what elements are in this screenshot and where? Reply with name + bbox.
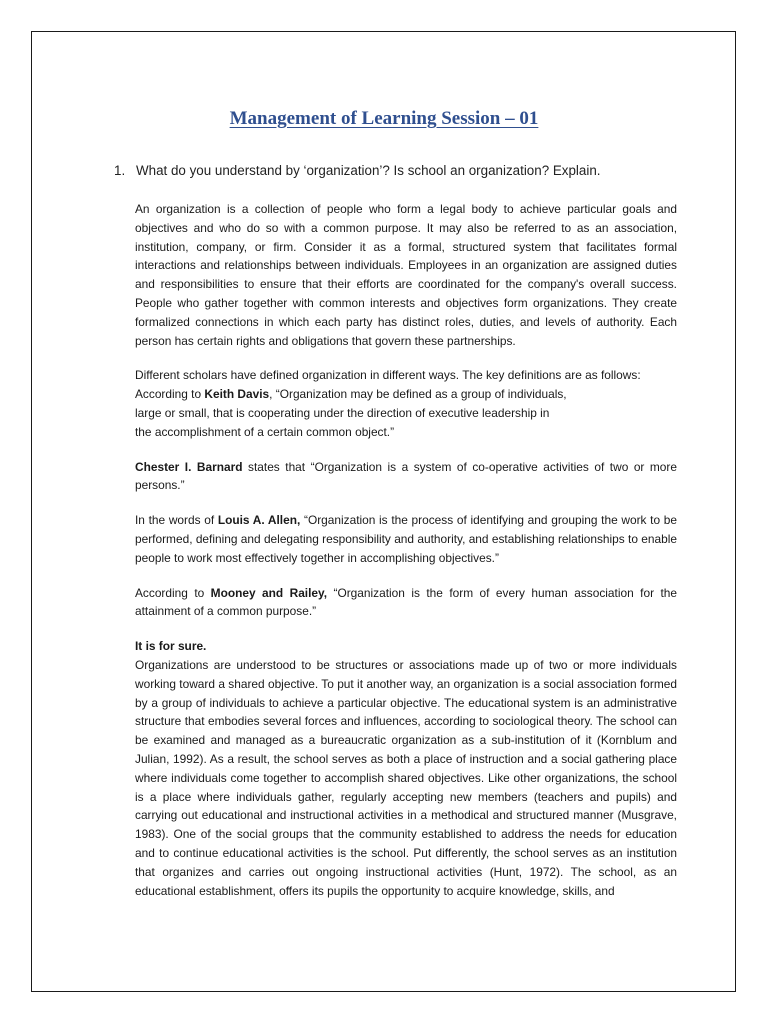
school-heading-text: It is for sure. (135, 639, 207, 654)
davis-prefix: According to (135, 387, 205, 402)
davis-name: Keith Davis (204, 387, 270, 402)
definitions-intro: Different scholars have defined organization in different ways. The key definitions are as follows: (135, 368, 641, 383)
question-text: What do you understand by ‘organization’? Is school an organization? Explain. (136, 163, 601, 178)
question-number: 1. (114, 163, 126, 178)
davis-line-1 (135, 385, 677, 404)
paragraph-school-organization: Organizations are understood to be structures or associations made up of two or more individuals working toward a shared objective. To put it another way, an organization is a social association formed by a group of individuals to achieve a particular objective. The educational system is an administrative structure that embodies several forces and influences, according to sociological theory. The school can be examined and managed as a bureaucratic organization as a sub-institution of it (Kornblum and Julian, 1992). As a result, the school serves as both a place of instruction and a social gathering place where individuals come together to accomplish shared objectives. Like other organizations, the school is a place where individuals gather, regularly accepting new members (teachers and pupils) and carrying out educational and instructional activities in a methodical and structured manner (Musgrave, 1983). One of the social groups that the community established to address the needs for education and to continue educational activities is the school. Put differently, the school serves as an institution that organizes and carries out ongoing instructional activities (Hunt, 1972). The school, as an educational establishment, offers its pupils the opportunity to acquire knowledge, skills, and (135, 657, 677, 898)
paragraph-mooney (135, 584, 677, 622)
school-heading (135, 637, 677, 656)
barnard-name: Chester I. Barnard (135, 459, 243, 474)
barnard-quote: states that “Organization is a system of co-operative activities of two or more persons.” (135, 459, 677, 493)
allen-prefix: In the words of (135, 513, 218, 528)
document-title: Management of Learning Session – 01 (229, 108, 539, 129)
paragraph-organization-definition: An organization is a collection of people who form a legal body to achieve particular goals and objectives and who do so with a common purpose. It may also be referred to as an association, institution, company, or firm. Consider it as a formal, structured system that facilitates formal interactions and relationships between individuals. Employees in an organization are assigned duties and responsibilities to ensure that their efforts are coordinated for the company's overall success. People who gather together with common interests and objectives form organizations. They create formalized connections in which each party has distinct roles, duties, and levels of authority. Each person has certain rights and obligations that govern these partnerships. (135, 202, 677, 348)
paragraph-barnard (135, 458, 677, 496)
allen-name: Louis A. Allen, (217, 513, 301, 528)
paragraph-scholar-definitions (135, 366, 677, 441)
document-body (135, 200, 677, 900)
mooney-name: Mooney and Railey, (210, 585, 328, 600)
davis-quote-1: , “Organization may be defined as a group of individuals, (269, 387, 567, 402)
davis-line-3: the accomplishment of a certain common object.” (135, 424, 395, 439)
davis-line-2: large or small, that is cooperating under the direction of executive leadership in (135, 405, 550, 420)
question-1 (114, 163, 694, 178)
mooney-prefix: According to (135, 585, 211, 600)
allen-quote: “Organization is the process of identifying and grouping the work to be performed, defining and delegating responsibility and authority, and establishing relationships to enable people to work most effectively together in accomplishing objectives.” (135, 513, 677, 565)
mooney-quote: “Organization is the form of every human association for the attainment of a common purpose.” (135, 585, 677, 619)
paragraph-allen (135, 511, 677, 567)
